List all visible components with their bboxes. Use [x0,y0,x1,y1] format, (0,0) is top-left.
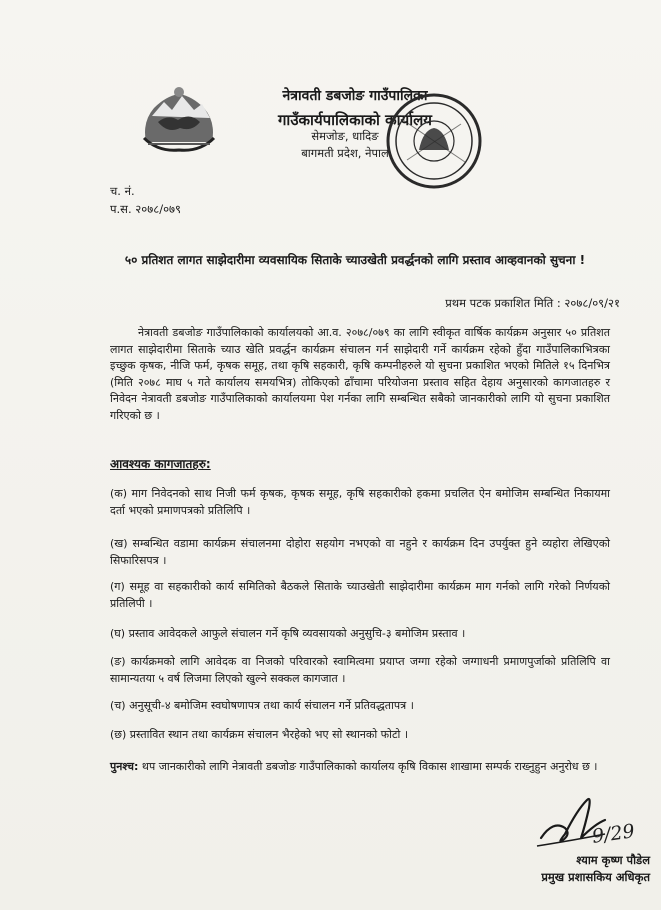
signatory-designation: प्रमुख प्रशासकिय अधिकृत [541,870,650,884]
municipality-name: नेत्रावती डबजोङ गाउँपालिका [282,88,428,104]
requirement-item: (ख) सम्बन्धित वडामा कार्यक्रम संचालनमा दोहोरा सहयोग नभएको वा नहुने र कार्यक्रम दिन उपर्युक्त हुने व्यहोरा लेखिएको सिफारिसपत्र । [110,537,610,567]
requirement-item: (च) अनुसूची-४ बमोजिम स्वघोषणापत्र तथा कार्य संचालन गर्ने प्रतिवद्धतापत्र । [110,699,414,712]
notice-title: ५० प्रतिशत लागत साझेदारीमा व्यवसायिक सिताके च्याउखेती प्रवर्द्धनको लागि प्रस्ताव आव्हवानको सुचना ! [124,253,586,267]
postscript [110,758,610,776]
postscript-label: पुनश्च: [110,760,139,773]
office-name: गाउँकार्यपालिकाको कार्यालय [277,111,432,129]
requirement-item: (छ) प्रस्तावित स्थान तथा कार्यक्रम संचालन भैरहेको भए सो स्थानको फोटो । [110,728,409,741]
signatory-name: श्याम कृष्ण पौडेल [576,853,650,867]
signature-date: 9/29 [590,820,636,848]
requirements-heading: आवश्यक कागजातहरु: [110,457,211,471]
publish-date: प्रथम पटक प्रकाशित मिति : २०७८/०९/२१ [445,296,620,310]
signatory [520,852,650,886]
nepal-emblem-icon [138,82,220,154]
office-stamp-icon [383,90,485,192]
office-location: सेमजोङ, धादिङ [311,129,379,143]
requirement-item: (क) माग निवेदनको साथ निजी फर्म कृषक, कृषक समूह, कृषि सहकारीको हकमा प्रचलित ऐन बमोजिम सम्बन्धित निकायमा दर्ता भएको प्रमाणपत्रको प्रतिलिपि । [110,487,610,517]
fiscal-reference: प.स. २०७८/०७९ [110,202,182,216]
notice-body: नेत्रावती डबजोङ गाउँपालिकाको कार्यालयको आ.व. २०७८/०७९ का लागि स्वीकृत वार्षिक कार्यक्रम अनुसार ५० प्रतिशत लागत साझेदारीमा सिताके च्याउ खेति प्रवर्द्धन कार्यक्रम संचालन गर्न साझेदारी गर्ने कार्यक्रम रहेको हुँदा गाउँपालिकाभित्रका इच्छुक कृषक, नीजि फर्म, कृषक समूह, तथा कृषि सहकारी, कृषि कम्पनीहरुले यो सुचना प्रकाशित भएको मितिले १५ दिनभित्र (मिति २०७८ माघ ५ गते कार्यालय समयभित्र) तोकिएको ढाँचामा परियोजना प्रस्ताव सहित देहाय अनुसारको कागजातहरु र निवेदन नेत्रावती डबजोङ गाउँपालिकाको कार्यालयमा पेश गर्नका लागि सम्बन्धित सबैको जानकारीको लागि यो सुचना प्रकाशित गरिएको छ । [110,326,610,422]
office-province: बागमती प्रदेश, नेपाल [301,146,389,160]
requirement-item: (ङ) कार्यक्रमको लागि आवेदक वा निजको परिवारको स्वामित्वमा प्रयाप्त जग्गा रहेको जग्गाधनी प्रमाणपुर्जाको प्रतिलिपि वा सामान्यतया ५ वर्ष लिजमा लिएको खुल्ने सक्कल कागजात । [110,655,610,685]
postscript-text: थप जानकारीको लागि नेत्रावती डबजोङ गाउँपालिकाको कार्यालय कृषि विकास शाखामा सम्पर्क राख्नुहुन अनुरोध छ । [141,760,598,773]
requirement-item: (ग) समूह वा सहकारीको कार्य समितिको बैठकले सिताके च्याउखेती साझेदारीमा कार्यक्रम माग गर्नको लागि गरेको निर्णयको प्रतिलिपी । [110,580,610,610]
dispatch-number: च. नं. [110,184,135,198]
requirement-item: (घ) प्रस्ताव आवेदकले आफुले संचालन गर्ने कृषि व्यवसायको अनुसुचि-३ बमोजिम प्रस्ताव । [110,627,466,640]
